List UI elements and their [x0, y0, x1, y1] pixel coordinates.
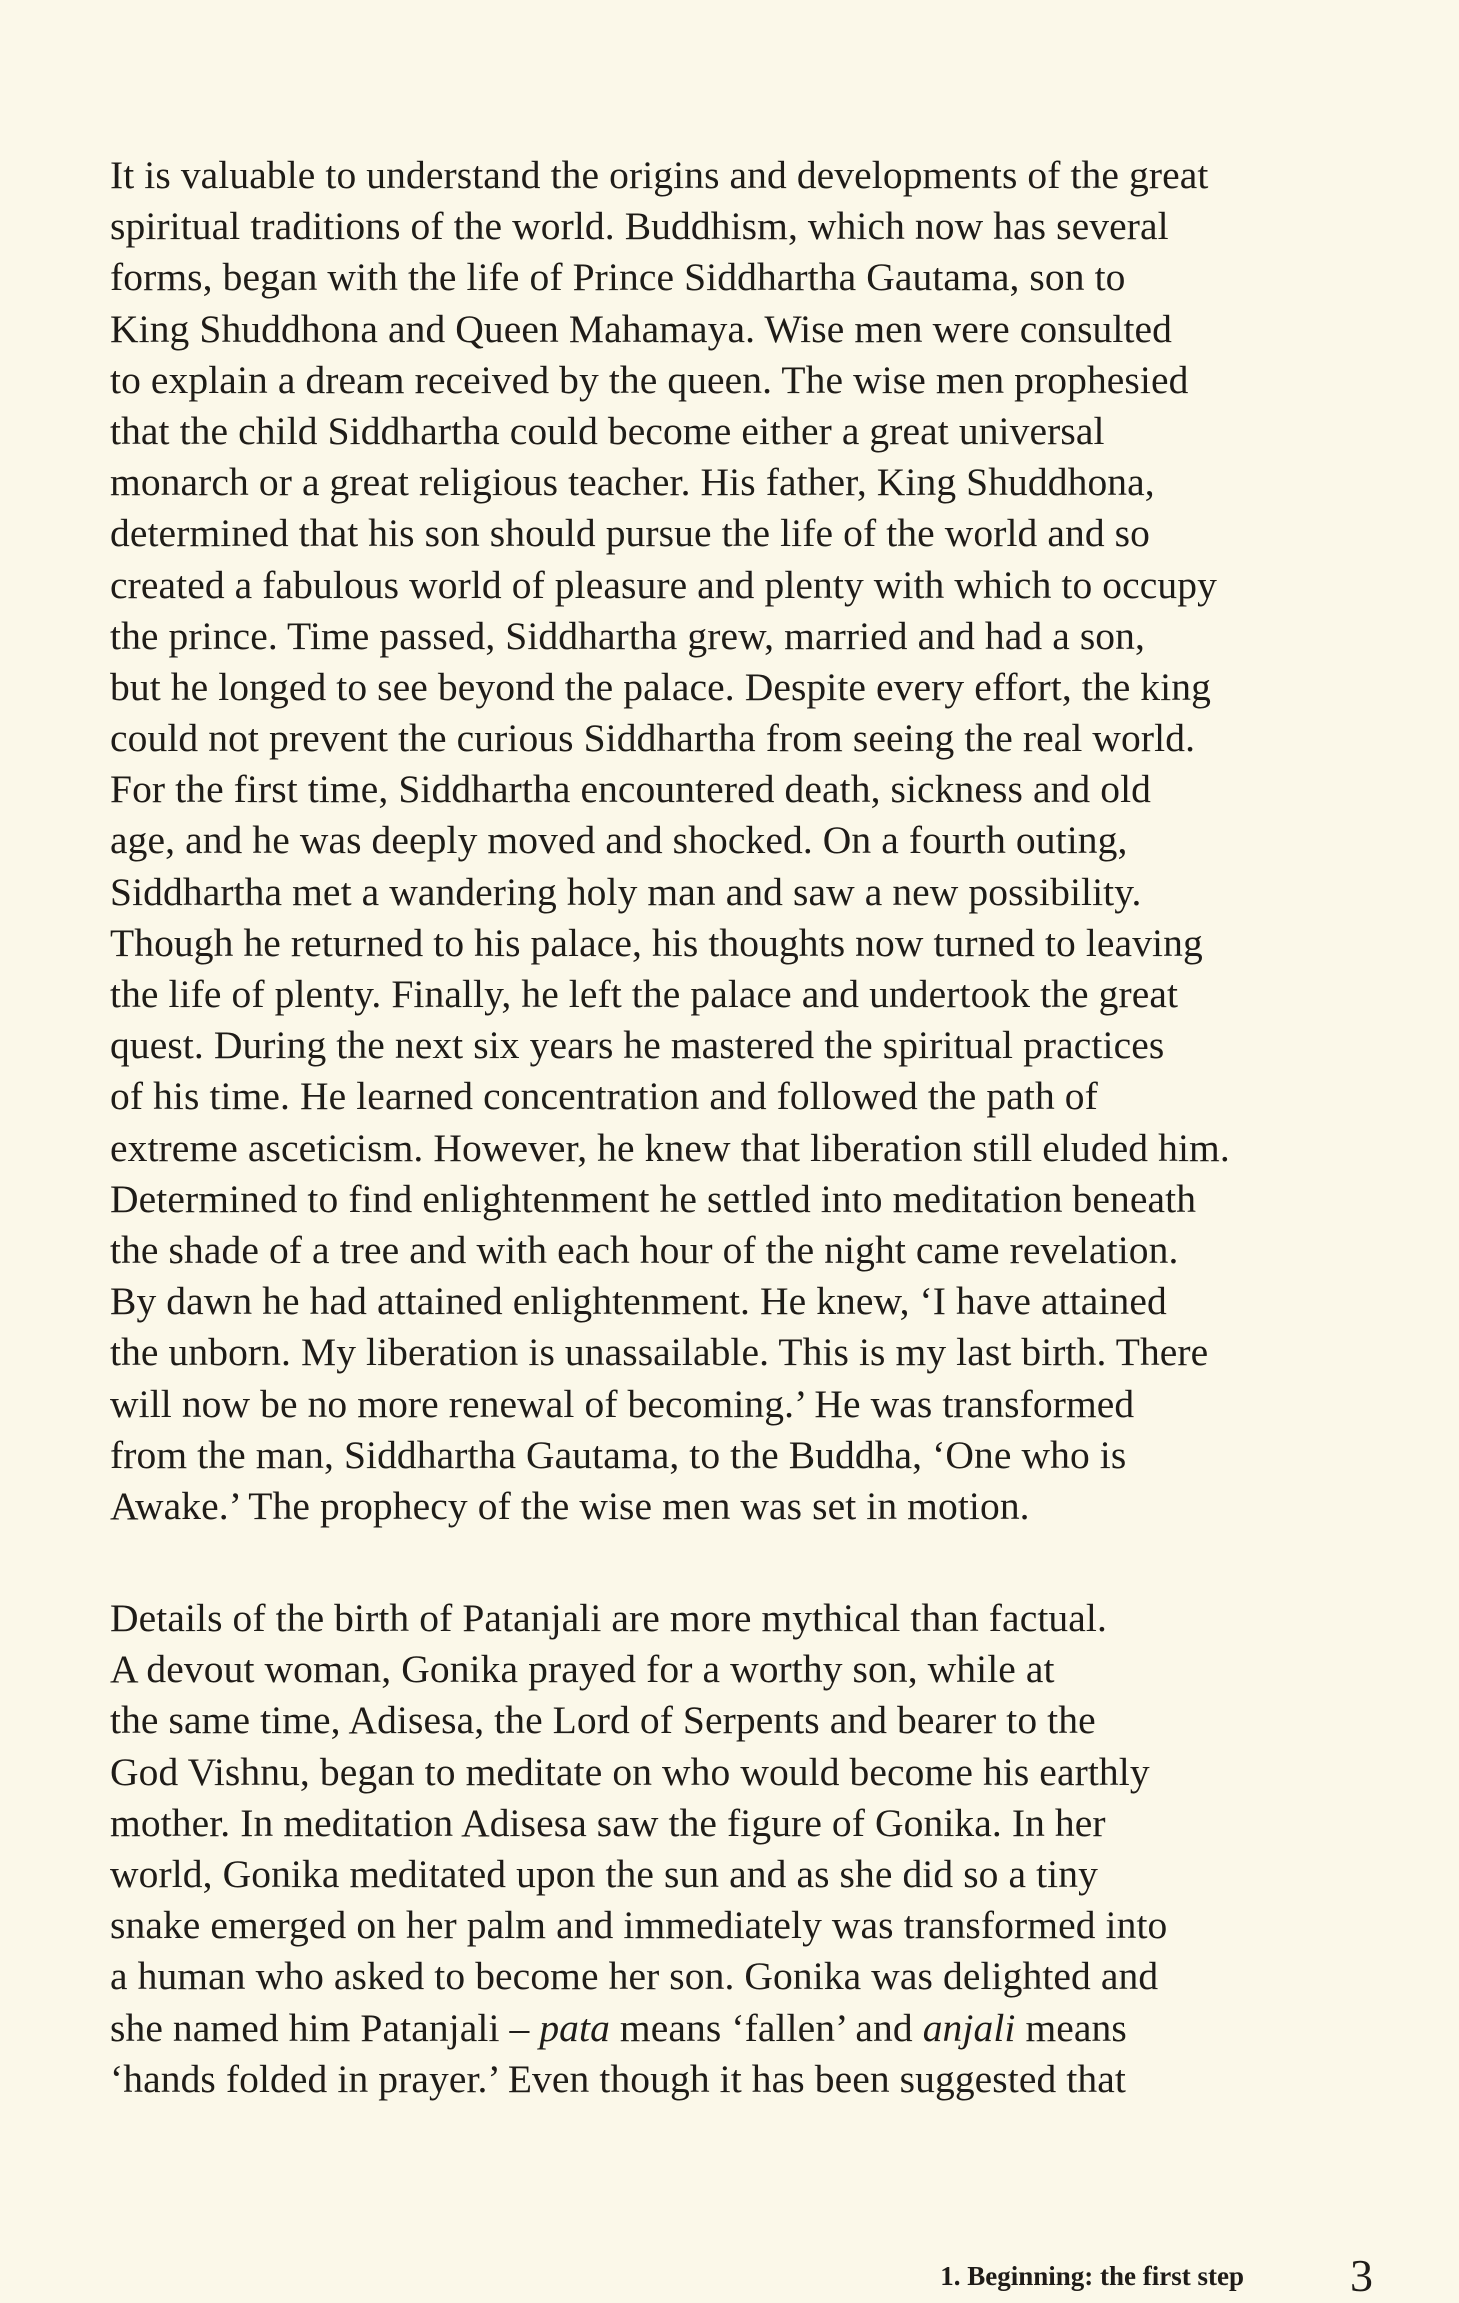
text-segment: means [1015, 2005, 1127, 2050]
text-line: God Vishnu, began to meditate on who would become his earthly [110, 1749, 1150, 1794]
text-line: created a fabulous world of pleasure and plenty with which to occupy [110, 562, 1217, 607]
text-line: It is valuable to understand the origins and developments of the great [110, 153, 1209, 197]
text-line: Siddhartha met a wandering holy man and saw a new possibility. [110, 869, 1142, 914]
text-line: For the first time, Siddhartha encountered death, sickness and old [110, 767, 1152, 812]
text-line: spiritual traditions of the world. Buddhism, which now has several [110, 204, 1169, 249]
text-line: the prince. Time passed, Siddhartha grew, married and had a son, [110, 613, 1145, 658]
text-line: but he longed to see beyond the palace. Despite every effort, the king [110, 664, 1211, 709]
sanskrit-term-pata: pata [539, 2005, 610, 2050]
text-line [110, 2003, 1350, 2054]
text-line: A devout woman, Gonika prayed for a worthy son, while at [110, 1647, 1055, 1692]
text-line: snake emerged on her palm and immediately was transformed into [110, 1903, 1168, 1948]
text-line: determined that his son should pursue the life of the world and so [110, 511, 1150, 556]
text-segment: she named him Patanjali – [110, 2005, 540, 2050]
text-line: forms, began with the life of Prince Siddhartha Gautama, son to [110, 255, 1126, 300]
text-segment: means ‘fallen’ and [609, 2005, 923, 2050]
text-line: By dawn he had attained enlightenment. He knew, ‘I have attained [110, 1279, 1167, 1324]
text-line: the same time, Adisesa, the Lord of Serpents and bearer to the [110, 1698, 1096, 1743]
text-line: age, and he was deeply moved and shocked. On a fourth outing, [110, 818, 1128, 863]
text-line: the shade of a tree and with each hour of the night came revelation. [110, 1227, 1179, 1272]
text-line: Awake.’ The prophecy of the wise men was set in motion. [110, 1483, 1030, 1528]
text-line: of his time. He learned concentration and followed the path of [110, 1074, 1098, 1119]
text-line: could not prevent the curious Siddhartha from seeing the real world. [110, 716, 1196, 761]
running-head: 1. Beginning: the first step [940, 2261, 1244, 2291]
text-line: will now be no more renewal of becoming.’ He was transformed [110, 1381, 1135, 1426]
text-line: to explain a dream received by the queen. The wise men prophesied [110, 357, 1189, 402]
text-line: a human who asked to become her son. Gonika was delighted and [110, 1954, 1159, 1999]
text-line: extreme asceticism. However, he knew that liberation still eluded him. [110, 1125, 1230, 1170]
text-line: monarch or a great religious teacher. His father, King Shuddhona, [110, 460, 1155, 505]
sanskrit-term-anjali: anjali [922, 2005, 1016, 2050]
text-line: ‘hands folded in prayer.’ Even though it has been suggested that [110, 2056, 1126, 2101]
text-line: mother. In meditation Adisesa saw the figure of Gonika. In her [110, 1800, 1106, 1845]
text-line: the unborn. My liberation is unassailable. This is my last birth. There [110, 1330, 1209, 1375]
page-number: 3 [1350, 2250, 1373, 2301]
text-line: from the man, Siddhartha Gautama, to the Buddha, ‘One who is [110, 1432, 1127, 1477]
text-line: Details of the birth of Patanjali are more mythical than factual. [110, 1596, 1107, 1640]
page-footer [0, 2250, 1459, 2303]
paragraph-patanjali [110, 1593, 1350, 2105]
text-line: world, Gonika meditated upon the sun and as she did so a tiny [110, 1851, 1098, 1896]
text-line: that the child Siddhartha could become either a great universal [110, 408, 1105, 453]
text-line: Though he returned to his palace, his thoughts now turned to leaving [110, 920, 1203, 965]
text-line: King Shuddhona and Queen Mahamaya. Wise men were consulted [110, 306, 1173, 351]
text-line: quest. During the next six years he mastered the spiritual practices [110, 1023, 1165, 1068]
paragraph-buddha [110, 150, 1350, 1532]
text-line: Determined to find enlightenment he settled into meditation beneath [110, 1176, 1197, 1221]
text-line: the life of plenty. Finally, he left the palace and undertook the great [110, 972, 1179, 1016]
